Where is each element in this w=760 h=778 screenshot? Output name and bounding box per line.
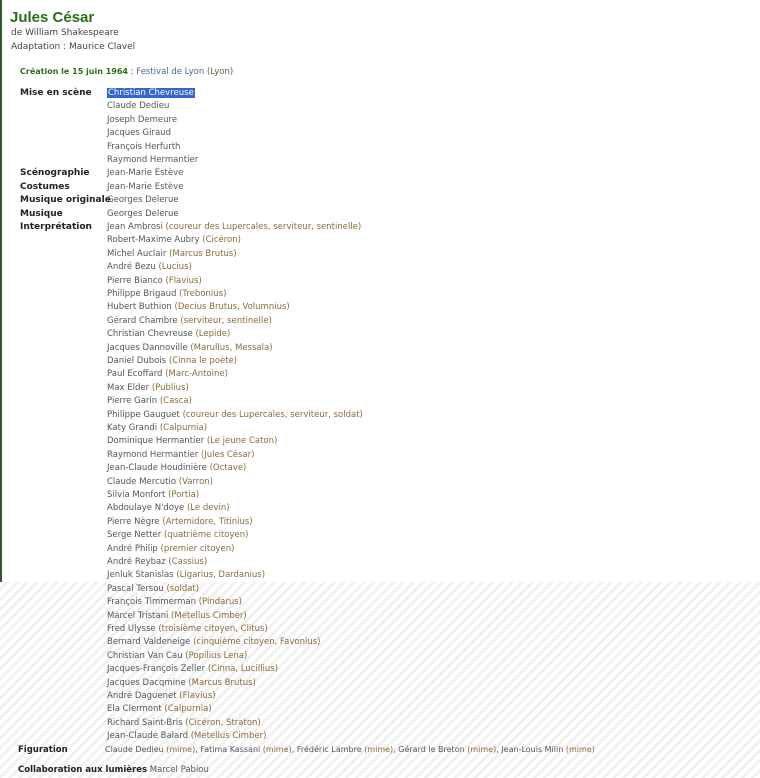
character-name: (Marcus Brutus) bbox=[169, 248, 237, 259]
character-name: (Calpurnia) bbox=[164, 704, 212, 715]
figuration-person[interactable]: Claude Dedieu bbox=[105, 745, 164, 754]
credit-person bbox=[107, 677, 256, 690]
person-name[interactable]: Fred Ulysse bbox=[107, 624, 156, 634]
character-name: (coureur des Lupercales, serviteur, sentinelle) bbox=[165, 222, 362, 232]
credit-person bbox=[107, 154, 198, 167]
person-name[interactable]: Paul Ecoffard bbox=[107, 369, 163, 380]
figuration-list: Claude Dedieu (mime), Fatima Kassani (mime), Frédéric Lambre (mime), Gérard le Breton (mime), Jean-Louis Milin (mime) bbox=[105, 745, 595, 754]
character-name: (Cinna le poète) bbox=[168, 356, 238, 366]
person-name[interactable]: Claude Dedieu bbox=[107, 101, 170, 112]
person-name[interactable]: Michel Auclair bbox=[107, 248, 167, 259]
person-name[interactable]: André Bezu bbox=[107, 262, 156, 273]
character-name: (Varron) bbox=[178, 476, 213, 487]
credit-person bbox=[107, 382, 189, 395]
person-name[interactable]: Joseph Demeure bbox=[107, 114, 178, 125]
credit-person bbox=[107, 623, 268, 636]
figuration-person[interactable]: Fatima Kassani bbox=[200, 745, 261, 754]
person-name[interactable]: Daniel Dubois bbox=[107, 356, 167, 366]
page-title: Jules César bbox=[10, 9, 95, 26]
person-name[interactable]: Christian Van Cau bbox=[107, 650, 183, 661]
credit-person bbox=[107, 422, 207, 435]
character-name: (troisième citoyen, Clitus) bbox=[158, 624, 268, 634]
credit-person bbox=[107, 87, 195, 100]
credit-person bbox=[107, 435, 277, 448]
credit-person bbox=[107, 556, 207, 569]
person-name[interactable]: Claude Mercutio bbox=[107, 476, 177, 487]
credit-person bbox=[107, 208, 179, 221]
character-name: (Octave) bbox=[209, 463, 247, 474]
person-name[interactable]: Hubert Buthion bbox=[107, 302, 172, 313]
credit-person bbox=[107, 248, 237, 261]
credit-person bbox=[107, 395, 192, 408]
character-name: (Decius Brutus, Volumnius) bbox=[174, 302, 290, 313]
character-name: (Lucius) bbox=[158, 262, 192, 273]
figuration-character: (mime) bbox=[364, 745, 394, 754]
character-name: (Cinna, Lucillius) bbox=[207, 664, 279, 675]
character-name: (Metellus Cimber) bbox=[171, 610, 247, 621]
person-name[interactable]: Jean-Claude Balard bbox=[107, 731, 188, 742]
credit-person bbox=[107, 636, 320, 649]
credit-role: Costumes bbox=[20, 181, 70, 192]
person-name[interactable]: Jean-Marie Estève bbox=[107, 181, 184, 192]
person-name[interactable]: Pierre Nègre bbox=[107, 516, 160, 527]
character-name: (Marcus Brutus) bbox=[188, 677, 256, 688]
creation-separator: : bbox=[127, 67, 137, 77]
person-name[interactable]: Dominique Hermantier bbox=[107, 436, 205, 447]
character-name: (Casca) bbox=[159, 396, 192, 407]
credit-person bbox=[107, 543, 234, 556]
person-name[interactable]: André Philip bbox=[107, 543, 158, 554]
credit-person bbox=[107, 529, 248, 542]
figuration-character: (mime) bbox=[166, 745, 196, 754]
character-name: (coureur des Lupercales, serviteur, soldat) bbox=[182, 409, 363, 420]
person-name[interactable]: Bernard Valdeneige bbox=[107, 637, 191, 648]
person-name[interactable]: Robert-Maxime Aubry bbox=[107, 235, 200, 246]
credit-person bbox=[107, 569, 265, 582]
credit-role: Musique originale bbox=[20, 195, 111, 206]
figuration-character: (mime) bbox=[262, 745, 292, 754]
credit-person bbox=[107, 730, 266, 743]
person-name[interactable]: André Reybaz bbox=[107, 557, 166, 567]
person-name[interactable]: Ela Clermont bbox=[107, 704, 162, 715]
character-name: (Pindarus) bbox=[198, 597, 242, 608]
credit-person bbox=[107, 650, 247, 663]
credit-person bbox=[107, 502, 230, 515]
person-name[interactable]: Philippe Gauguet bbox=[107, 409, 180, 420]
credit-person bbox=[107, 301, 290, 314]
character-name: (Portia) bbox=[168, 490, 200, 500]
collaboration-line bbox=[18, 765, 209, 775]
festival-link[interactable]: Festival de Lyon bbox=[136, 67, 205, 77]
person-name[interactable]: Christian Chevreuse bbox=[107, 329, 193, 340]
character-name: (premier citoyen) bbox=[160, 543, 235, 554]
person-name[interactable]: Serge Netter bbox=[107, 530, 162, 541]
figuration-person[interactable]: Frédéric Lambre bbox=[296, 745, 362, 754]
credit-person bbox=[107, 100, 169, 113]
credit-person bbox=[107, 275, 202, 288]
credit-person bbox=[107, 194, 179, 207]
person-name[interactable]: Richard Saint-Bris bbox=[107, 717, 183, 728]
character-name: (Ligarius, Dardanius) bbox=[176, 570, 266, 581]
person-name[interactable]: Georges Delerue bbox=[107, 208, 179, 219]
character-name: (Calpurnia) bbox=[159, 423, 208, 433]
credit-person bbox=[107, 288, 226, 301]
person-name[interactable]: André Daguenet bbox=[107, 691, 177, 701]
character-name: (cinquième citoyen, Favonius) bbox=[193, 637, 321, 648]
character-name: (Cassius) bbox=[168, 557, 208, 567]
credit-person bbox=[107, 596, 242, 609]
character-name: (Marullus, Messala) bbox=[190, 342, 273, 353]
character-name: (Trebonius) bbox=[179, 289, 227, 299]
character-name: (quatrième citoyen) bbox=[163, 530, 249, 541]
figuration-character: (mime) bbox=[467, 745, 497, 754]
credit-person bbox=[107, 221, 361, 234]
credit-person bbox=[107, 114, 177, 127]
credit-person bbox=[107, 462, 246, 475]
collaboration-label: Collaboration aux lumières bbox=[18, 765, 148, 775]
credit-person bbox=[107, 516, 253, 529]
credit-person bbox=[107, 127, 171, 140]
credit-person bbox=[107, 342, 273, 355]
person-name[interactable]: Jean Ambrosi bbox=[107, 222, 163, 232]
credit-role: Scénographie bbox=[20, 168, 90, 179]
creation-line bbox=[20, 67, 233, 77]
character-name: (Cicéron) bbox=[202, 235, 241, 246]
character-name: (Popilius Lena) bbox=[185, 650, 248, 661]
person-name[interactable]: Jacques-François Zeller bbox=[107, 664, 206, 675]
person-name[interactable]: Raymond Hermantier bbox=[107, 155, 199, 165]
credit-role: Musique bbox=[20, 208, 63, 219]
credit-person bbox=[107, 409, 363, 422]
person-name[interactable]: Georges Delerue bbox=[107, 195, 179, 206]
character-name: (Flavius) bbox=[179, 691, 216, 701]
person-name[interactable]: Jacques Dacqmine bbox=[107, 677, 186, 688]
credit-person bbox=[107, 234, 241, 247]
person-name[interactable]: Philippe Brigaud bbox=[107, 289, 177, 299]
character-name: (Marc-Antoine) bbox=[165, 369, 228, 380]
person-name[interactable]: Jean-Marie Estève bbox=[107, 168, 184, 179]
person-name[interactable]: Jacques Giraud bbox=[107, 128, 171, 139]
figuration-person[interactable]: Gérard le Breton bbox=[398, 745, 465, 754]
credit-role: Mise en scène bbox=[20, 88, 92, 98]
character-name: (Metellus Cimber) bbox=[190, 731, 267, 742]
credit-person bbox=[107, 610, 247, 623]
credit-person bbox=[107, 315, 272, 328]
character-name: (Lepide) bbox=[195, 329, 231, 340]
credit-person bbox=[107, 355, 237, 368]
credit-person bbox=[107, 663, 278, 676]
credit-person bbox=[107, 181, 183, 194]
character-name: (Le jeune Caton) bbox=[206, 436, 278, 447]
person-name[interactable]: Christian Chevreuse bbox=[108, 88, 194, 98]
person-name[interactable]: Pascal Tersou bbox=[107, 583, 164, 594]
person-name[interactable]: Jacques Dannoville bbox=[107, 342, 188, 353]
person-name[interactable]: François Timmerman bbox=[107, 597, 197, 608]
figuration-character: (mime) bbox=[565, 745, 595, 754]
credit-person bbox=[107, 489, 199, 502]
person-name[interactable]: François Herfurth bbox=[107, 141, 181, 152]
character-name: (Cicéron, Straton) bbox=[185, 717, 261, 728]
credit-person bbox=[107, 703, 212, 716]
character-name: (Artemidore, Titinius) bbox=[162, 516, 253, 527]
person-name[interactable]: Pierre Garin bbox=[107, 396, 158, 407]
character-name: (Jules César) bbox=[200, 449, 255, 460]
credit-person bbox=[107, 328, 230, 341]
person-name[interactable]: Marcel Tristani bbox=[107, 610, 169, 621]
character-name: (Flavius) bbox=[165, 275, 202, 286]
person-name[interactable]: Jenluk Stanislas bbox=[107, 570, 174, 581]
person-name[interactable]: Pierre Bianco bbox=[107, 275, 163, 286]
festival-place: (Lyon) bbox=[206, 67, 234, 77]
person-name[interactable]: Abdoulaye N'doye bbox=[107, 503, 185, 514]
person-name[interactable]: Max Elder bbox=[107, 382, 150, 393]
credit-person bbox=[107, 141, 180, 154]
credit-person bbox=[107, 368, 228, 381]
character-name: (Le devin) bbox=[186, 503, 230, 514]
person-name[interactable]: Gérard Chambre bbox=[107, 315, 178, 326]
credit-person bbox=[107, 449, 254, 462]
credit-person bbox=[107, 690, 216, 703]
credit-person bbox=[107, 261, 192, 274]
person-name[interactable]: Jean-Claude Houdinière bbox=[107, 463, 207, 474]
credit-person bbox=[107, 717, 261, 730]
character-name: (soldat) bbox=[166, 583, 200, 594]
creation-date: Création le 15 juin 1964 bbox=[20, 67, 128, 76]
credit-person bbox=[107, 167, 183, 180]
character-name: (Publius) bbox=[151, 382, 189, 393]
person-name[interactable]: Silvia Monfort bbox=[107, 490, 166, 500]
person-name[interactable]: Katy Grandi bbox=[107, 423, 158, 433]
adaptation-line: Adaptation : Maurice Clavel bbox=[11, 42, 136, 52]
collaboration-name[interactable]: Marcel Pabiou bbox=[149, 765, 209, 775]
credit-person bbox=[107, 583, 199, 596]
figuration-label: Figuration bbox=[18, 745, 68, 755]
person-name[interactable]: Raymond Hermantier bbox=[107, 449, 199, 460]
character-name: (serviteur, sentinelle) bbox=[180, 315, 272, 326]
credit-role: Interprétation bbox=[20, 222, 92, 232]
author-line: de William Shakespeare bbox=[11, 28, 119, 38]
figuration-person[interactable]: Jean-Louis Milin bbox=[501, 745, 564, 754]
credit-person bbox=[107, 476, 213, 489]
